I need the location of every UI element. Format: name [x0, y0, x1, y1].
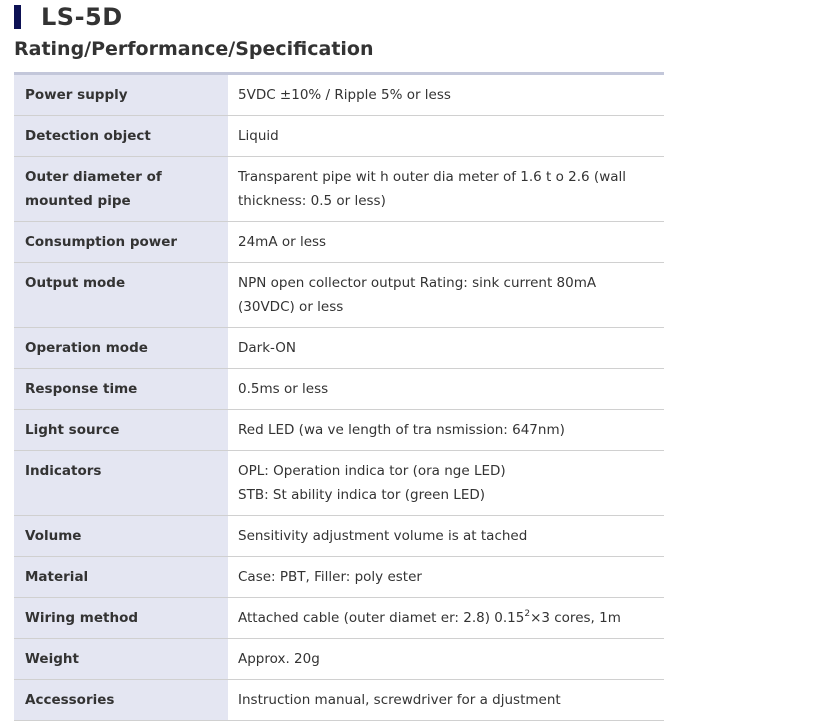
title-accent-bar	[14, 5, 21, 29]
table-row	[14, 516, 664, 557]
table-row	[14, 451, 664, 516]
spec-label: Outer diameter of mounted pipe	[14, 157, 228, 222]
table-row	[14, 680, 664, 721]
spec-value: Case: PBT, Filler: poly ester	[228, 557, 664, 598]
spec-value-line: OPL: Operation indica tor (ora nge LED)	[238, 463, 506, 479]
table-row	[14, 157, 664, 222]
spec-label: Operation mode	[14, 328, 228, 369]
spec-label: Material	[14, 557, 228, 598]
spec-value: NPN open collector output Rating: sink current 80mA (30VDC) or less	[228, 263, 664, 328]
superscript: 2	[524, 609, 531, 619]
spec-value: 5VDC ±10% / Ripple 5% or less	[228, 74, 664, 116]
spec-value: Approx. 20g	[228, 639, 664, 680]
spec-label: Output mode	[14, 263, 228, 328]
spec-value-line: STB: St ability indica tor (green LED)	[238, 487, 486, 503]
page-title: LS-5D	[41, 3, 123, 31]
spec-label: Light source	[14, 410, 228, 451]
table-row	[14, 74, 664, 116]
table-row	[14, 557, 664, 598]
table-row	[14, 639, 664, 680]
spec-label: Weight	[14, 639, 228, 680]
spec-value	[228, 451, 664, 516]
spec-table	[14, 72, 664, 721]
spec-value-text: ×3 cores, 1m	[530, 610, 621, 626]
table-row	[14, 116, 664, 157]
spec-label: Consumption power	[14, 222, 228, 263]
spec-label: Power supply	[14, 74, 228, 116]
spec-value: 0.5ms or less	[228, 369, 664, 410]
spec-value: Instruction manual, screwdriver for a djustment	[228, 680, 664, 721]
spec-label: Detection object	[14, 116, 228, 157]
spec-value: Red LED (wa ve length of tra nsmission: 647nm)	[228, 410, 664, 451]
spec-value: Dark-ON	[228, 328, 664, 369]
spec-label: Wiring method	[14, 598, 228, 639]
table-row	[14, 328, 664, 369]
table-row	[14, 222, 664, 263]
table-row	[14, 369, 664, 410]
section-heading: Rating/Performance/Specification	[14, 38, 374, 60]
spec-label: Volume	[14, 516, 228, 557]
table-row	[14, 598, 664, 639]
spec-value	[228, 598, 664, 639]
spec-label: Accessories	[14, 680, 228, 721]
spec-value: Transparent pipe wit h outer dia meter of 1.6 t o 2.6 (wall thickness: 0.5 or less)	[228, 157, 664, 222]
spec-value-text: Attached cable (outer diamet er: 2.8) 0.15	[238, 610, 525, 626]
spec-value: Sensitivity adjustment volume is at tached	[228, 516, 664, 557]
table-row	[14, 410, 664, 451]
table-row	[14, 263, 664, 328]
spec-label: Indicators	[14, 451, 228, 516]
spec-value: 24mA or less	[228, 222, 664, 263]
spec-value: Liquid	[228, 116, 664, 157]
spec-label: Response time	[14, 369, 228, 410]
title-wrap	[14, 2, 123, 32]
